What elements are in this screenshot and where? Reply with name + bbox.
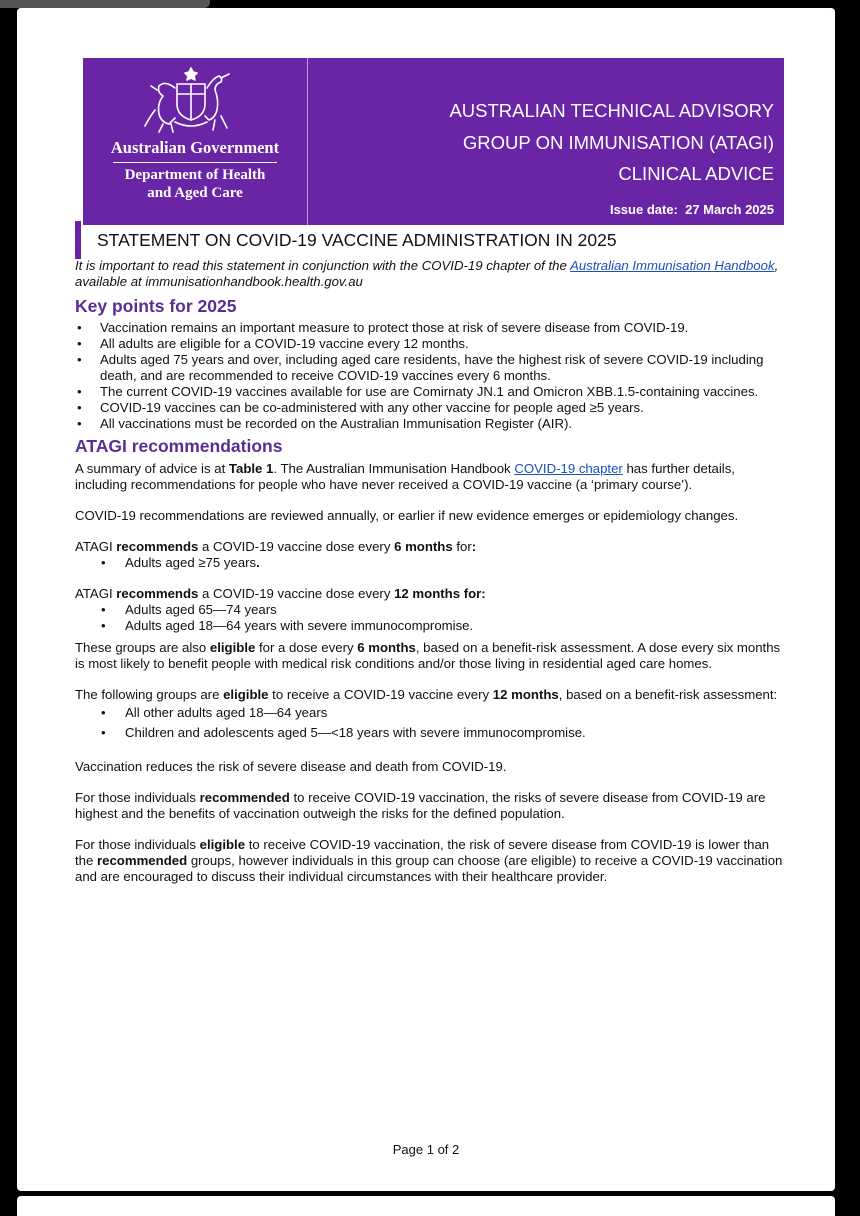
review-paragraph: COVID-19 recommendations are reviewed annually, or earlier if new evidence emerges or epidemiology changes. <box>75 508 739 523</box>
government-name: Australian Government <box>110 138 280 157</box>
p9-a: For those individuals <box>75 837 200 852</box>
list-item <box>75 555 787 571</box>
key-point: • COVID-19 vaccines can be co-administered with any other vaccine for people aged ≥5 years. <box>75 400 787 416</box>
next-page-edge <box>17 1196 835 1216</box>
p5-d: 6 months <box>357 640 416 655</box>
p6-d: 12 months <box>492 687 559 702</box>
key-points-list <box>75 320 787 432</box>
eligible-twelve-month-paragraph <box>75 687 787 703</box>
p5-a: These groups are also <box>75 640 210 655</box>
list-item: • Adults aged 18—64 years with severe immunocompromise. <box>75 618 787 634</box>
p4-c: a COVID-19 vaccine dose every <box>198 586 395 601</box>
intro-text-b: , available at immunisationhandbook.health.gov.au <box>75 258 779 289</box>
reduction-paragraph: Vaccination reduces the risk of severe disease and death from COVID-19. <box>75 759 507 774</box>
l3-b: . <box>256 555 260 570</box>
p1-text-c: . The Australian Immunisation Handbook <box>273 461 515 476</box>
intro-text <box>75 258 787 290</box>
p5-c: for a dose every <box>255 640 358 655</box>
p9-d: recommended <box>97 853 188 868</box>
advisory-title <box>449 95 774 190</box>
statement-accent-bar <box>75 221 81 259</box>
p4-d: 12 months for: <box>394 586 486 601</box>
p8-b: recommended <box>199 790 290 805</box>
summary-paragraph <box>75 461 787 493</box>
p5-b: eligible <box>209 640 256 655</box>
coat-of-arms-icon <box>141 64 241 136</box>
p3-e: for <box>452 539 472 554</box>
eligible-list <box>75 703 787 743</box>
p8-a: For those individuals <box>75 790 200 805</box>
p3-d: 6 months <box>394 539 453 554</box>
list-item: • Adults aged 65—74 years <box>75 602 787 618</box>
document-page <box>17 8 835 1191</box>
l3-a: Adults aged ≥75 years <box>125 555 257 570</box>
logo-rule <box>113 162 277 163</box>
recommendations-heading: ATAGI recommendations <box>75 436 283 456</box>
issue-date: Issue date: 27 March 2025 <box>609 202 774 217</box>
eligible-six-month-paragraph <box>75 640 787 672</box>
p1-text-a: A summary of advice is at <box>75 461 229 476</box>
p5-e: , based on a benefit-risk assessment. A dose every six months is most likely to benefit people with medical risk conditions and/or those living in residential aged care homes. <box>75 640 781 671</box>
p8-c: to receive COVID-19 vaccination, the risks of severe disease from COVID-19 are highest and the benefits of vaccination outweigh the risks for the defined population. <box>75 790 766 821</box>
key-point: • Adults aged 75 years and over, including aged care residents, have the highest risk of severe COVID-19 including death, and are recommended to receive COVID-19 vaccines every 6 months. <box>75 352 787 384</box>
twelve-month-rec <box>75 586 787 602</box>
six-month-list <box>75 555 787 571</box>
key-point: • The current COVID-19 vaccines available for use are Comirnaty JN.1 and Omicron XBB.1.5-containing vaccines. <box>75 384 787 400</box>
p4-b: recommends <box>116 586 199 601</box>
six-month-rec <box>75 539 787 555</box>
government-logo <box>83 58 307 225</box>
department-line-1: Department of Health <box>124 167 266 183</box>
p4-a: ATAGI <box>75 586 117 601</box>
header-banner <box>83 58 784 225</box>
scrollbar-thumb[interactable] <box>0 0 210 8</box>
twelve-month-list <box>75 602 787 634</box>
p9-c: to receive COVID-19 vaccination, the risk of severe disease from COVID-19 is lower than the <box>75 837 770 868</box>
banner-divider <box>307 58 308 225</box>
key-point: • All vaccinations must be recorded on the Australian Immunisation Register (AIR). <box>75 416 787 432</box>
page-number: Page 1 of 2 <box>392 1142 460 1157</box>
key-point: • Vaccination remains an important measure to protect those at risk of severe disease from COVID-19. <box>75 320 787 336</box>
key-point: • All adults are eligible for a COVID-19 vaccine every 12 months. <box>75 336 787 352</box>
department-name <box>83 166 307 202</box>
p9-b: eligible <box>199 837 246 852</box>
p3-c: a COVID-19 vaccine dose every <box>198 539 395 554</box>
department-line-2: and Aged Care <box>147 185 243 201</box>
document-body <box>75 258 787 885</box>
p6-e: , based on a benefit-risk assessment: <box>558 687 778 702</box>
p9-e: groups, however individuals in this group can choose (are eligible) to receive a COVID-19 vaccination and are encouraged to discuss their individual circumstances with their healthcare provider. <box>75 853 783 884</box>
p3-a: ATAGI <box>75 539 117 554</box>
p6-a: The following groups are <box>75 687 224 702</box>
p1-text-d: has further details, including recommendations for people who have never received a COVID-19 vaccine (a ‘primary course’). <box>75 461 735 492</box>
p6-b: eligible <box>223 687 269 702</box>
p3-b: recommends <box>116 539 199 554</box>
p3-f: : <box>471 539 477 554</box>
list-item: • Children and adolescents aged 5—<18 years with severe immunocompromise. <box>75 723 787 743</box>
list-item: • All other adults aged 18—64 years <box>75 703 787 723</box>
key-points-heading: Key points for 2025 <box>75 296 237 316</box>
handbook-link[interactable]: Australian Immunisation Handbook <box>570 258 775 273</box>
intro-text-a: It is important to read this statement in conjunction with the COVID-19 chapter of the <box>75 258 571 273</box>
recommended-paragraph <box>75 790 787 822</box>
statement-title: STATEMENT ON COVID-19 VACCINE ADMINISTRATION IN 2025 <box>97 230 617 250</box>
covid-chapter-link[interactable]: COVID-19 chapter <box>514 461 623 476</box>
table-ref: Table 1 <box>228 461 274 476</box>
advisory-title-line-2: GROUP ON IMMUNISATION (ATAGI) <box>462 131 774 153</box>
advisory-title-line-1: AUSTRALIAN TECHNICAL ADVISORY <box>449 100 774 121</box>
eligible-paragraph <box>75 837 787 885</box>
p6-c: to receive a COVID-19 vaccine every <box>268 687 493 702</box>
advisory-title-line-3: CLINICAL ADVICE <box>618 163 774 184</box>
